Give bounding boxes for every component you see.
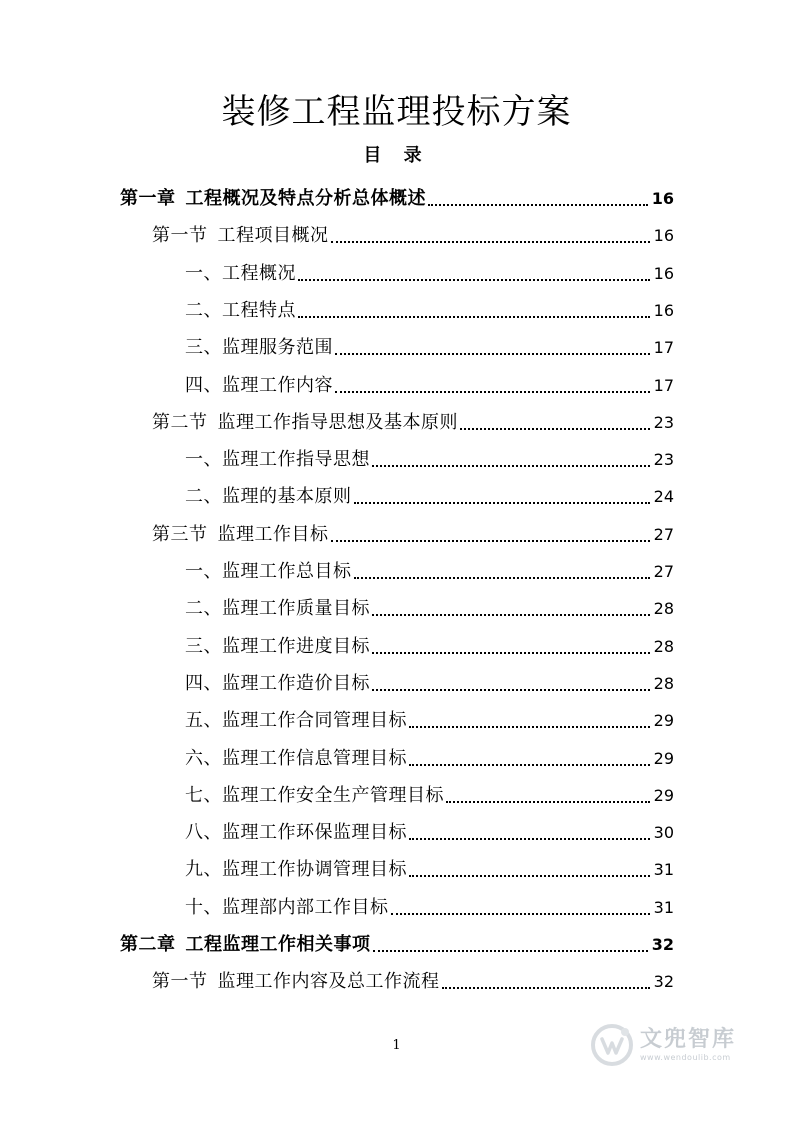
toc-entry[interactable] (185, 660, 674, 696)
toc-entry[interactable] (185, 809, 674, 845)
toc-page-number: 23 (653, 412, 674, 432)
toc-leader-dots (372, 614, 650, 616)
toc-entry-number: 九、 (185, 859, 222, 881)
toc-leader-dots (298, 316, 650, 318)
toc-entry-number: 五、 (185, 710, 222, 732)
toc-leader-dots (354, 577, 650, 579)
toc-entry-title (185, 597, 370, 621)
toc-entry[interactable] (185, 884, 674, 920)
toc-leader-dots (409, 875, 650, 877)
toc-page-number: 16 (653, 300, 674, 320)
toc-heading: 目 录 (363, 145, 430, 166)
toc-entry[interactable] (185, 735, 674, 771)
toc-entry-number: 二、 (185, 486, 222, 508)
toc-entry-title (185, 747, 407, 771)
toc-entry-number: 二、 (185, 598, 222, 620)
toc-entry[interactable] (120, 175, 674, 211)
toc-entry-title (185, 709, 407, 733)
watermark-url: www.wendoulib.com (640, 1053, 731, 1062)
page-number: 1 (392, 1038, 401, 1053)
toc-page-number: 27 (653, 524, 674, 544)
toc-leader-dots (391, 913, 650, 915)
toc-page-number: 24 (653, 487, 674, 507)
toc-entry-label: 监理工作信息管理目标 (222, 747, 407, 769)
toc-entry-number: 第二节 (152, 411, 208, 433)
toc-page-number: 27 (653, 562, 674, 581)
toc-entry-title (185, 374, 333, 398)
toc-page-number: 16 (651, 189, 674, 208)
toc-entry-label: 监理工作总目标 (222, 561, 352, 582)
toc-leader-dots (331, 241, 650, 243)
toc-entry-number: 一、 (185, 449, 222, 471)
toc-entry-number: 八、 (185, 822, 222, 844)
toc-entry-number: 第一节 (152, 971, 208, 993)
toc-leader-dots (335, 391, 650, 393)
toc-leader-dots (409, 838, 650, 840)
toc-entry-title (185, 262, 296, 286)
toc-entry-label: 监理工作造价目标 (222, 672, 370, 694)
toc-leader-dots (372, 465, 650, 467)
toc-leader-dots (460, 428, 650, 430)
watermark (590, 1020, 760, 1070)
toc-entry-title (185, 821, 407, 845)
toc-entry-title (152, 970, 440, 994)
toc-entry-title (152, 523, 329, 547)
toc-page-number: 32 (651, 935, 674, 954)
toc-page-number: 16 (653, 263, 674, 283)
toc-entry-title (185, 448, 370, 472)
toc-leader-dots (354, 502, 650, 504)
toc-entry[interactable] (185, 548, 674, 584)
toc-leader-dots (335, 353, 650, 355)
toc-entry-number: 一、 (185, 262, 222, 284)
toc-entry-label: 工程特点 (222, 299, 296, 321)
toc-entry-label: 监理工作质量目标 (222, 598, 370, 620)
toc-entry-number: 第三节 (152, 523, 208, 545)
toc-page-number: 16 (653, 226, 674, 246)
toc-entry-number: 四、 (185, 672, 222, 694)
toc-entry-label: 工程项目概况 (217, 225, 329, 247)
toc-entry[interactable] (185, 772, 674, 808)
toc-entry-number: 十、 (185, 896, 222, 918)
toc-entry-label: 工程监理工作相关事项 (185, 934, 371, 955)
toc-entry[interactable] (185, 362, 674, 398)
toc-entry-label: 监理服务范围 (222, 337, 333, 359)
toc-leader-dots (372, 689, 650, 691)
toc-entry[interactable] (185, 473, 674, 509)
toc-entry[interactable] (185, 697, 674, 733)
toc-entry-title (185, 299, 296, 323)
toc-entry-number: 一、 (185, 561, 222, 582)
toc-entry-number: 三、 (185, 337, 222, 359)
toc-entry[interactable] (152, 212, 674, 248)
toc-entry-label: 监理工作指导思想及基本原则 (217, 411, 458, 433)
toc-entry[interactable] (152, 511, 674, 547)
toc-leader-dots (331, 540, 650, 542)
toc-leader-dots (409, 726, 650, 728)
toc-entry-label: 监理的基本原则 (222, 486, 352, 508)
toc-entry-title (185, 485, 352, 509)
toc-entry[interactable] (185, 846, 674, 882)
toc-page-number: 17 (653, 338, 674, 358)
toc-leader-dots (428, 204, 648, 206)
toc-page-number: 29 (653, 748, 674, 768)
toc-entry-number: 七、 (185, 784, 222, 806)
toc-entry-label: 工程概况及特点分析总体概述 (185, 188, 426, 209)
toc-entry[interactable] (185, 585, 674, 621)
toc-entry-number: 六、 (185, 747, 222, 769)
toc-entry[interactable] (185, 623, 674, 659)
toc-entry[interactable] (185, 324, 674, 360)
toc-entry-title (120, 187, 426, 211)
toc-leader-dots (373, 950, 648, 952)
toc-page-number: 31 (653, 897, 674, 917)
wendou-logo-icon (590, 1023, 634, 1067)
toc-entry-number: 第二章 (120, 934, 176, 955)
toc-entry-title (152, 411, 458, 435)
toc-entry-label: 监理工作环保监理目标 (222, 822, 407, 844)
toc-leader-dots (409, 764, 650, 766)
toc-entry[interactable] (152, 399, 674, 435)
toc-page-number: 32 (653, 972, 674, 992)
toc-entry-title (185, 635, 370, 659)
toc-entry-number: 三、 (185, 635, 222, 657)
toc-entry-label: 工程概况 (222, 262, 296, 284)
toc-entry-number: 第一节 (152, 225, 208, 247)
toc-entry[interactable] (152, 958, 674, 994)
toc-entry-title (185, 560, 352, 584)
toc-leader-dots (446, 801, 650, 803)
document-title: 装修工程监理投标方案 (221, 92, 572, 132)
toc-entry-label: 监理部内部工作目标 (222, 896, 389, 918)
toc-entry-number: 二、 (185, 299, 222, 321)
toc-entry-title (185, 784, 444, 808)
toc-entry-title (152, 224, 329, 248)
toc-page-number: 28 (653, 636, 674, 656)
toc-entry[interactable] (185, 250, 674, 286)
toc-entry-label: 监理工作指导思想 (222, 449, 370, 471)
toc-page-number: 29 (653, 711, 674, 731)
toc-entry-label: 监理工作目标 (217, 523, 329, 545)
toc-page-number: 23 (653, 450, 674, 470)
toc-entry-title (185, 896, 389, 920)
toc-entry-number: 四、 (185, 374, 222, 396)
toc-page-number: 31 (653, 860, 674, 880)
toc-entry-label: 监理工作合同管理目标 (222, 710, 407, 732)
toc-entry[interactable] (185, 436, 674, 472)
toc-leader-dots (442, 987, 650, 989)
toc-page-number: 28 (653, 673, 674, 693)
toc-entry-label: 监理工作内容 (222, 374, 333, 396)
toc-page-number: 28 (653, 599, 674, 619)
toc-entry[interactable] (185, 287, 674, 323)
toc-page-number: 29 (653, 785, 674, 805)
toc-entry-title (185, 672, 370, 696)
watermark-name: 文兜智库 (640, 1027, 737, 1052)
toc-entry-label: 监理工作进度目标 (222, 635, 370, 657)
toc-entry[interactable] (120, 921, 674, 957)
toc-leader-dots (298, 279, 650, 281)
toc-entry-title (185, 858, 407, 882)
toc-page-number: 30 (653, 823, 674, 843)
toc-entry-number: 第一章 (120, 188, 176, 209)
toc-entry-label: 监理工作安全生产管理目标 (222, 784, 444, 806)
toc-entry-title (120, 933, 371, 957)
toc-entry-label: 监理工作内容及总工作流程 (217, 971, 440, 993)
toc-entry-label: 监理工作协调管理目标 (222, 859, 407, 881)
toc-entry-title (185, 336, 333, 360)
toc-page-number: 17 (653, 375, 674, 395)
toc-leader-dots (372, 652, 650, 654)
